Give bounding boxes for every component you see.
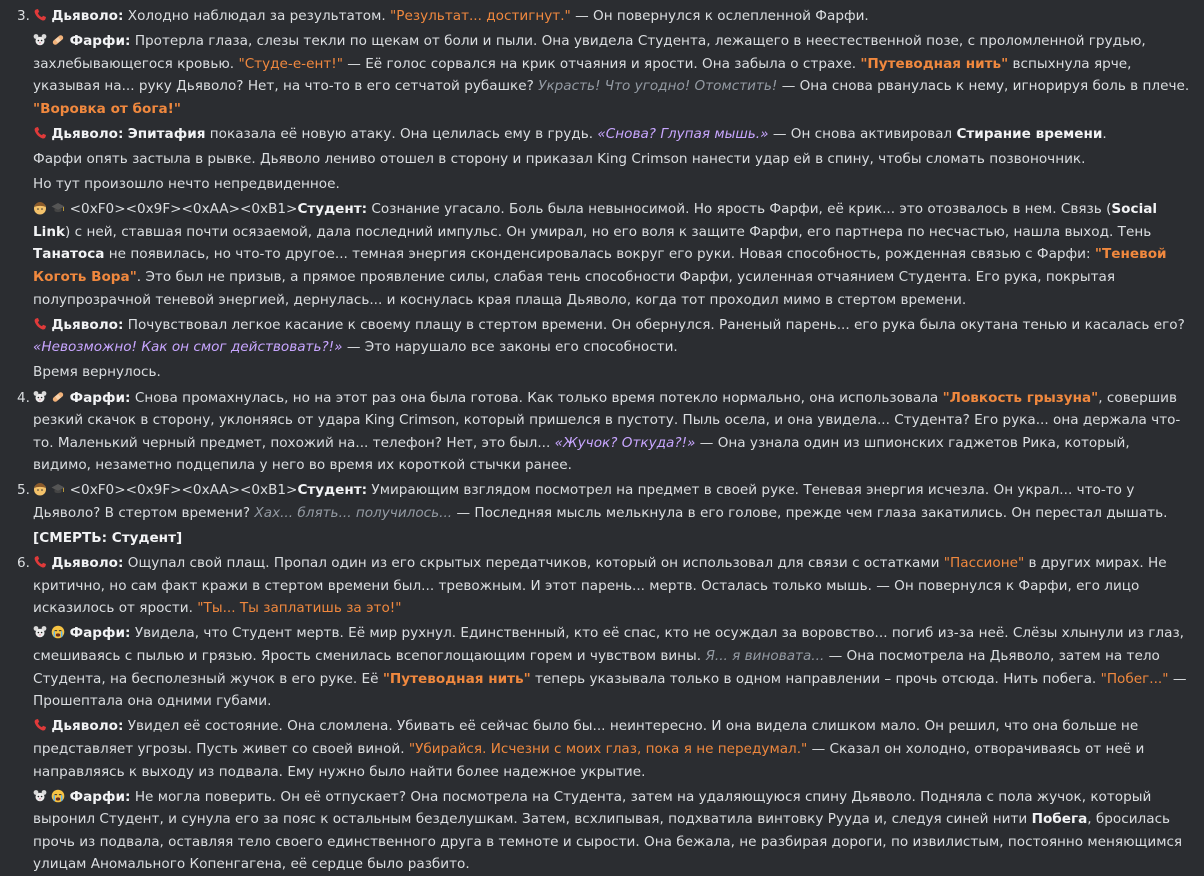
message-text: Увидел её состояние. Она сломлена. Убивать её сейчас было бы... неинтересно. И она видела слишком мало. Он решил, что она больше не представляет угрозы. Пусть живет со своей виной.	[33, 718, 1139, 757]
message-text: ) с ней, ставшая почти осязаемой, дала последний импульс. Он умирал, но его воля к защите Фарфи, его партнера по несчастью, нашла выход. Тень	[65, 223, 1152, 240]
quote-text: "Побег..."	[1100, 670, 1169, 687]
student-face-icon	[33, 482, 47, 496]
message-text: Ощупал свой плащ. Пропал один из его скрытых передатчиков, который он использовал для связи с остатками	[127, 555, 940, 572]
thought-text: Украсть! Что угодно! Отомстить!	[538, 78, 778, 95]
message-text: Не могла поверить. Он её отпускает? Она посмотрела на Студента, затем на удаляющуюся спину Дьяволо. Подняла с пола жучок, который выронил Студент, и сунула его за пояс к остальным безделушкам. Затем, всхлипывая, подхватила винтовку Рууда и, следуя синей нити	[33, 788, 1152, 828]
italic-quote: «Жучок? Откуда?!»	[554, 434, 696, 451]
message-text: Сознание угасало. Боль была невыносимой. Но ярость Фарфи, её крик... это отозвалось в нем. Связь (	[371, 201, 1112, 218]
message-diavolo	[33, 123, 1190, 146]
italic-quote: «Невозможно! Как он смог действовать?!»	[33, 339, 343, 356]
narration: Фарфи опять застыла в рывке. Дьяволо лениво отошел в сторону и приказал King Crimson нанести удар ей в спину, чтобы сломать позвоночник.	[33, 151, 1086, 168]
grad-cap-icon	[51, 482, 65, 496]
message-diavolo	[33, 5, 1190, 28]
list-item-4	[17, 387, 1190, 477]
speaker-name: Фарфи:	[69, 788, 131, 805]
list-item-3	[17, 5, 1190, 384]
bandage-icon	[51, 390, 65, 404]
message-text: — Сказал он холодно, отворачиваясь от неё и направляясь к выходу из подвала. Ему нужно было найти более надежное укрытие.	[33, 740, 1145, 780]
message-text: не появилась, но что-то другое... темная энергия сконденсировалась вокруг его руки. Новая способность, рожденная связью с Фарфи:	[108, 246, 1091, 263]
message-text: Увидела, что Студент мертв. Её мир рухнул. Единственный, кто её спас, кто не осуждал за воровство... погиб из-за неё. Слёзы хлынули из глаз, смешиваясь с пылью и грязью. Ярость сменилась всепоглощающим горем и чувством вины.	[33, 625, 1184, 665]
bandage-icon	[51, 33, 65, 47]
speaker-name: Дьяволо:	[51, 555, 124, 572]
speaker-name: Дьяволо:	[51, 8, 124, 24]
grad-cap-icon	[51, 201, 65, 215]
phone-icon	[33, 718, 47, 732]
crying-face-icon	[51, 625, 65, 639]
message-diavolo	[33, 314, 1190, 359]
message-text: — Она посмотрела на Дьяволо, затем на тело Студента, на бесполезный жучок в его руке. Её	[33, 648, 1160, 687]
mouse-icon	[33, 625, 47, 639]
message-diavolo	[33, 715, 1190, 783]
phone-icon	[33, 126, 47, 140]
quote-text: "Студе-е-ент!"	[238, 55, 343, 72]
phone-icon	[33, 8, 47, 22]
message-text: — Она снова рванулась к нему, игнорируя боль в плече.	[781, 78, 1190, 95]
message-text: — Это нарушало все законы его способности.	[346, 339, 678, 356]
message-farfi	[33, 30, 1190, 120]
death-notice: [СМЕРТЬ: Студент]	[33, 530, 183, 547]
narration: Но тут произошло нечто непредвиденное.	[33, 176, 340, 193]
crying-face-icon	[51, 789, 65, 803]
message-text: , бросилась прочь из подвала, оставляя тело своего единственного друга в темноте и сырости. Она бежала, не разбирая дороги, по извилистым, постоянно меняющимся улицам Аномального Копенгагена, её сердце было разбито.	[33, 811, 1183, 873]
list-number: 6.	[17, 555, 30, 572]
bold-term: Эпитафия	[127, 125, 206, 142]
quote-text: "Ловкость грызуна"	[942, 389, 1099, 406]
mouse-icon	[33, 789, 47, 803]
quote-text: "Воровка от бога!"	[33, 100, 181, 117]
list-number: 5.	[17, 482, 30, 499]
student-face-icon	[33, 201, 47, 215]
message-text: — Она узнала один из шпионских гаджетов Рика, который, видимо, незаметно подцепила у него во время их короткой стычки ранее.	[33, 434, 1130, 474]
message-text: .	[1102, 125, 1107, 142]
message-student	[33, 479, 1190, 524]
speaker-name: Фарфи:	[69, 625, 131, 642]
message-text: Холодно наблюдал за результатом.	[127, 8, 386, 24]
message-text: , совершив резкий скачок в сторону, уклоняясь от удара King Crimson, который пришелся в пустоту. Пыль осела, и она увидела... Студента? Его рука... она держала что-то. Маленький черный предмет, похожий на... телефон? Нет, это был...	[33, 389, 1181, 451]
quote-text: "Теневой Коготь Вора"	[33, 246, 1167, 286]
message-text: — Он повернулся к ослепленной Фарфи.	[575, 8, 869, 24]
narration: Время вернулось.	[33, 364, 161, 381]
quote-text: "Путеводная нить"	[382, 670, 531, 687]
message-text: теперь указывала только в одном направлении – прочь отсюда. Нить побега.	[535, 670, 1097, 687]
list-item-6	[17, 552, 1190, 876]
message-text: Почувствовал легкое касание к своему плащу в стертом времени. Он обернулся. Раненый парень... его рука была окутана тенью и касалась его?	[127, 316, 1185, 333]
speaker-name: Дьяволо:	[51, 316, 124, 333]
thought-text: Я... я виновата...	[705, 648, 825, 665]
phone-icon	[33, 555, 47, 569]
quote-text: "Путеводная нить"	[860, 55, 1009, 72]
quote-text: "Убирайся. Исчезни с моих глаз, пока я не передумал."	[408, 740, 808, 757]
message-text: Умирающим взглядом посмотрел на предмет в своей руке. Теневая энергия исчезла. Он украл... что-то у Дьяволо? В стертом времени?	[33, 482, 1135, 521]
message-diavolo	[33, 552, 1190, 620]
message-text: показала её новую атаку. Она целилась ему в грудь.	[209, 125, 594, 142]
message-text: . Это был не призыв, а прямое проявление силы, слабая тень способности Фарфи, усиленная отчаянием Студента. Его рука, покрытая полупрозрачной теневой энергией, дернулась... и коснулась края плаща Дьяволо, когда тот проходил мимо в стертом времени.	[33, 269, 1116, 308]
message-text: — Прошептала она одними губами.	[33, 670, 1187, 710]
mouse-icon	[33, 33, 47, 47]
quote-text: "Результат... достигнут."	[390, 8, 571, 24]
speaker-name: Дьяволо:	[51, 125, 124, 142]
list-number: 3.	[17, 8, 30, 24]
message-farfi	[33, 387, 1190, 477]
quote-text: "Ты... Ты заплатишь за это!"	[197, 600, 402, 617]
speaker-name: Студент:	[297, 201, 368, 218]
bold-term: Стирание времени	[956, 125, 1103, 142]
message-farfi	[33, 622, 1190, 712]
message-student	[33, 198, 1190, 311]
message-text: — Он снова активировал	[772, 125, 953, 142]
phone-icon	[33, 317, 47, 331]
message-text: Снова промахнулась, но на этот раз она была готова. Как только время потекло нормально, она использовала	[134, 389, 939, 406]
garbled-emoji-text: <0xF0><0x9F><0xAA><0xB1>	[69, 482, 298, 499]
italic-quote: «Снова? Глупая мышь.»	[597, 125, 769, 142]
bold-term: Social Link	[33, 201, 1158, 240]
garbled-emoji-text: <0xF0><0x9F><0xAA><0xB1>	[69, 201, 298, 218]
message-text: вспыхнула ярче, указывая на... руку Дьяволо? Нет, на что-то в его сетчатой рубашке?	[33, 55, 1132, 95]
speaker-name: Студент:	[297, 482, 368, 499]
bold-term: Танатоса	[33, 246, 105, 263]
speaker-name: Фарфи:	[69, 389, 131, 406]
message-text: в других мирах. Не критично, но сам факт кражи в стертом времени был... тревожным. И этот парень... мертв. Осталась только мышь. — Он повернулся к Фарфи, его лицо исказилось от ярости.	[33, 555, 1167, 617]
speaker-name: Фарфи:	[69, 33, 131, 50]
bold-term: Побега	[1031, 811, 1088, 828]
message-text: — Её голос сорвался на крик отчаяния и ярости. Она забыла о страхе.	[347, 55, 857, 72]
list-number: 4.	[17, 389, 30, 406]
mouse-icon	[33, 390, 47, 404]
message-text: Протерла глаза, слезы текли по щекам от боли и пыли. Она увидела Студента, лежащего в неестественной позе, с проломленной грудью, захлебывающегося кровью.	[33, 33, 1146, 72]
message-text: — Последняя мысль мелькнула в его голове, прежде чем глаза закатились. Он перестал дышать.	[456, 504, 1168, 521]
message-farfi	[33, 786, 1190, 876]
thought-text: Хах... блять... получилось...	[254, 504, 453, 521]
quote-text: "Пассионе"	[943, 555, 1025, 572]
list-item-5	[17, 479, 1190, 549]
speaker-name: Дьяволо:	[51, 718, 124, 735]
